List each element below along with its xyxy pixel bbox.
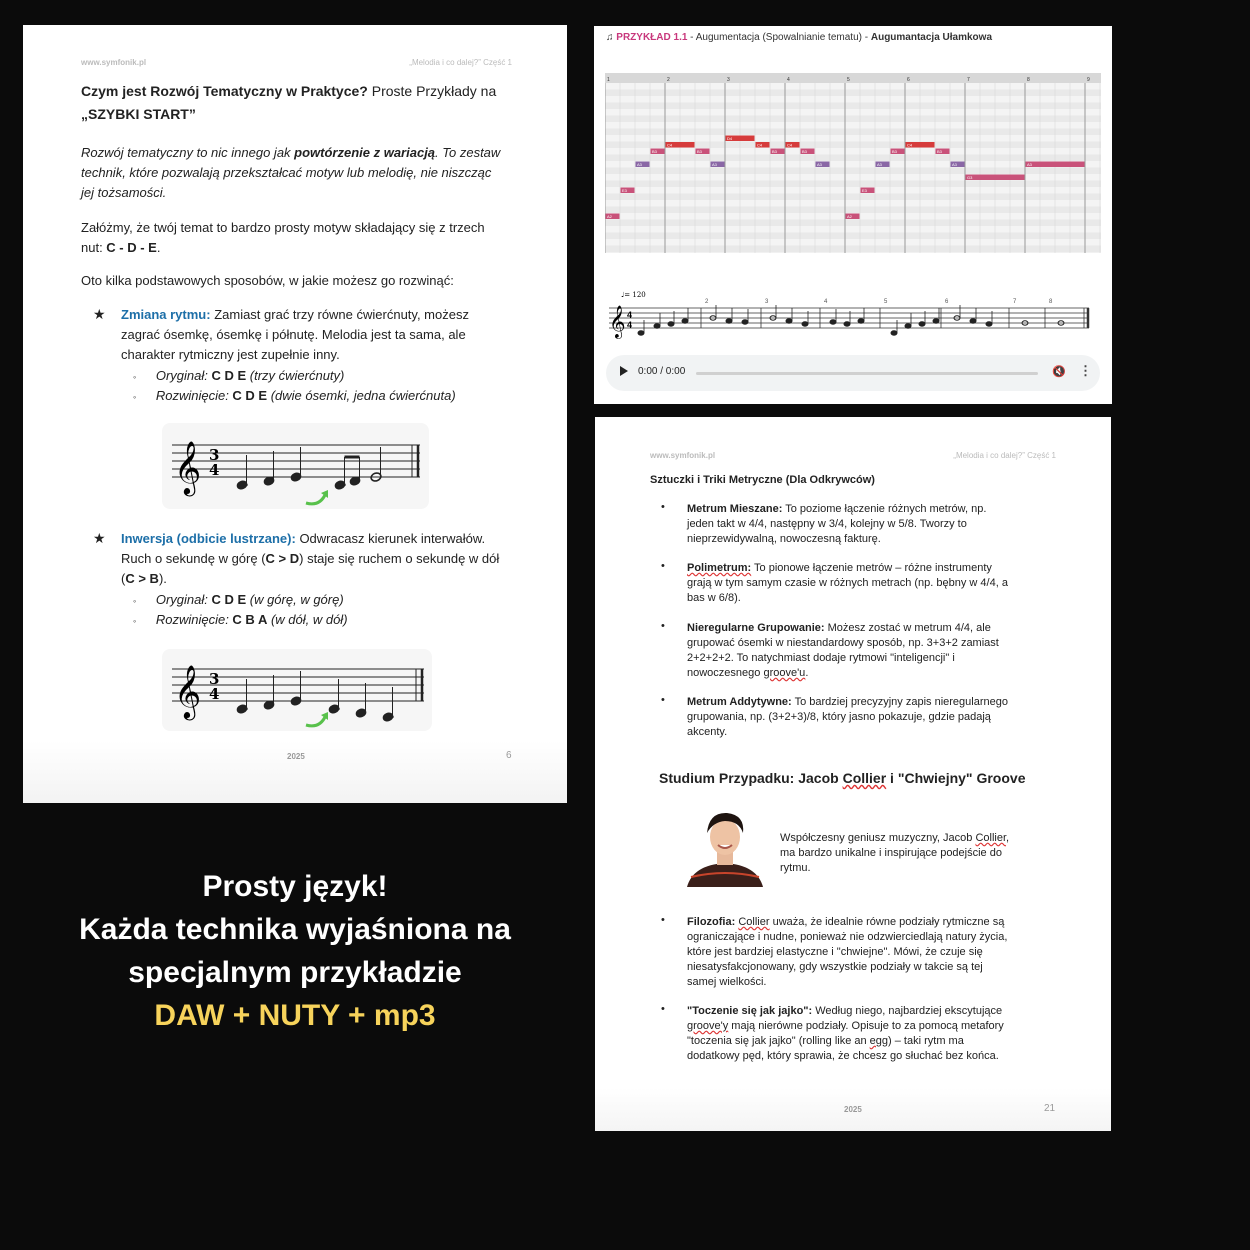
- page-number: 21: [1044, 1103, 1056, 1114]
- collier-bio: Współczesny geniusz muzyczny, Jacob Collier, ma bardzo unikalne i inspirujące podejście do rytmu.: [780, 832, 1010, 874]
- score-note: [726, 319, 732, 323]
- measure-number: 8: [1049, 299, 1053, 305]
- philosophy-item: Filozofia: Collier uważa, że idealnie równe podziały rytmiczne są ograniczające i nudne, ponieważ nie odzwierciedlają natury życia, które jest bardziej elastyczne i "chwiejne". Mówi, że czuje się niesatysfakcjonowany, gdy wszystkie podziały w takcie są tej samej wielkości.: [687, 916, 1008, 988]
- roll-row: [605, 220, 1101, 227]
- roll-row: [605, 181, 1101, 188]
- polymeter-item: Polimetrum: To pionowe łączenie metrów – różne instrumenty grają w tym samym czasie w różnych metrach (np. bębny w 4/4, a bas w 6/8).: [687, 562, 1008, 604]
- roll-row: [605, 116, 1101, 123]
- midi-note-label: D4: [727, 136, 733, 141]
- score-note: [891, 331, 897, 335]
- site-url: www.symfonik.pl: [81, 58, 147, 67]
- svg-text:♩= 120: ♩= 120: [621, 291, 646, 299]
- bar-number: 9: [1087, 77, 1090, 83]
- score-note: [742, 320, 748, 324]
- roll-row: [605, 103, 1101, 110]
- site-url: www.symfonik.pl: [650, 451, 716, 460]
- roll-row: [605, 246, 1101, 253]
- measure-number: 3: [765, 299, 769, 305]
- roll-row: [605, 239, 1101, 246]
- svg-text:3: 3: [209, 670, 220, 688]
- roll-row: [605, 122, 1101, 129]
- midi-note-label: B3: [937, 149, 942, 154]
- inversion-item: Inwersja (odbicie lustrzane): Odwracasz kierunek interwałów. Ruch o sekundę w górę (C > D) staje się ruchem o sekundę w dół (C > B).: [121, 531, 500, 586]
- ways-paragraph: Oto kilka podstawowych sposobów, w jakie możesz go rozwinąć:: [81, 273, 454, 288]
- promo-text: [0, 865, 590, 1037]
- score-note: [919, 322, 925, 326]
- assume-paragraph: Załóżmy, że twój temat to bardzo prosty motyw składający się z trzech nut: C - D - E.: [81, 220, 485, 255]
- left-document-page: [23, 25, 567, 803]
- score-note: [933, 319, 939, 323]
- right-document-page: [595, 417, 1111, 1131]
- rhythm-sub-development: ◦ Rozwinięcie: C D E (dwie ósemki, jedna ćwierćnuta): [133, 388, 456, 403]
- bar-number: 4: [787, 77, 790, 83]
- rolling-egg-item: "Toczenie się jak jajko": Według niego, najbardziej ekscytujące groove'y mają nierówne podziały. Opisuje to za pomocą metafory "toczenia się jak jajko" (rolling like an egg) – taki rytm ma dodatkowy pęd, który sprawia, że chcesz go słuchać bez końca.: [687, 1005, 1004, 1062]
- page-number: 6: [506, 750, 512, 761]
- treble-clef-icon: 𝄞: [174, 440, 202, 494]
- irregular-grouping-item: Nieregularne Grupowanie: Możesz zostać w metrum 4/4, ale grupować ósemki w niestandardowy sposób, np. 3+3+2 zamiast 2+2+2+2. To natychmiast dodaje rytmowi "inteligencji" i nowoczesnego groove'u.: [687, 622, 999, 679]
- treble-clef-icon: 𝄞: [609, 305, 626, 338]
- bar-number: 5: [847, 77, 850, 83]
- play-button[interactable]: [620, 366, 628, 376]
- additive-meter-item: Metrum Addytywne: To bardziej precyzyjny zapis nieregularnego grupowania, np. (3+2+3)/8, który jasno pokazuje, gdzie padają akcenty.: [687, 696, 1008, 738]
- arrow-icon: [306, 715, 326, 726]
- midi-note-label: B3: [892, 149, 897, 154]
- time-signature: 4: [627, 320, 633, 330]
- rhythm-sub-original: ◦ Oryginał: C D E (trzy ćwierćnuty): [133, 368, 345, 383]
- midi-note-label: A3: [1027, 162, 1032, 167]
- footer-year: 2025: [844, 1105, 862, 1114]
- roll-row: [605, 135, 1101, 142]
- staff-inversion-svg: [162, 649, 432, 731]
- music-note-icon: ♫: [606, 32, 614, 43]
- midi-note-label: A3: [637, 162, 642, 167]
- roll-row: [605, 168, 1101, 175]
- daw-example-card: [594, 26, 1112, 404]
- footer-year: 2025: [287, 752, 305, 761]
- score-note: [802, 322, 808, 326]
- midi-note-label: B3: [652, 149, 657, 154]
- midi-note-label: E3: [622, 188, 627, 193]
- header-title: „Melodia i co dalej?” Część 1: [953, 451, 1056, 460]
- audio-player: [606, 355, 1100, 391]
- midi-note-label: B3: [802, 149, 807, 154]
- midi-note-label: C4: [667, 142, 673, 148]
- star-bullet: ★: [93, 530, 106, 546]
- mixed-meter-item: Metrum Mieszane: To poziome łączenie różnych metrów, np. jeden takt w 4/4, następny w 3/4, kolejny w 5/8. Tworzy to nieprzewidywalną, nowoczesną fakturę.: [687, 503, 987, 545]
- roll-row: [605, 174, 1101, 181]
- notation-example-inversion: [162, 649, 432, 731]
- bullet: •: [661, 560, 665, 572]
- audio-time: 0:00 / 0:00: [638, 366, 686, 377]
- midi-note-label: A3: [952, 162, 957, 167]
- bar-number: 1: [607, 77, 610, 83]
- score-note: [970, 319, 976, 323]
- section-title: Czym jest Rozwój Tematyczny w Praktyce? Proste Przykłady na „SZYBKI START”: [81, 83, 497, 122]
- daw-title: ♫ PRZYKŁAD 1.1 - Augumentacja (Spowalnianie tematu) - Augumantacja Ułamkowa: [606, 32, 993, 43]
- inversion-sub-development: ◦ Rozwinięcie: C B A (w dół, w dół): [133, 612, 348, 627]
- roll-row: [605, 233, 1101, 240]
- roll-row: [605, 207, 1101, 214]
- measure-number: 7: [1013, 299, 1017, 305]
- promo-line-1: Prosty język!: [202, 870, 388, 903]
- score-note: [830, 320, 836, 324]
- midi-note-label: A2: [607, 214, 612, 219]
- bullet: •: [661, 501, 665, 513]
- midi-note-label: C4: [757, 142, 763, 148]
- volume-icon[interactable]: 🔇: [1052, 366, 1066, 378]
- measure-number: 2: [705, 299, 709, 305]
- midi-note-label: A2: [847, 214, 852, 219]
- case-study-title: Studium Przypadku: Jacob Collier i "Chwiejny" Groove: [659, 770, 1026, 786]
- roll-row: [605, 83, 1101, 90]
- bar-number: 7: [967, 77, 970, 83]
- midi-note-label: B3: [697, 149, 702, 154]
- notation-example-rhythm: [162, 423, 429, 509]
- midi-note-label: A3: [712, 162, 717, 167]
- promo-line-4: DAW + NUTY + mp3: [154, 999, 436, 1032]
- midi-note-label: E3: [862, 188, 867, 193]
- score-note: [858, 319, 864, 323]
- roll-row: [605, 90, 1101, 97]
- score-note: [668, 322, 674, 326]
- roll-row: [605, 200, 1101, 207]
- midi-note-label: B3: [772, 149, 777, 154]
- star-bullet: ★: [93, 306, 106, 322]
- midi-note-label: A3: [817, 162, 822, 167]
- score-note: [844, 322, 850, 326]
- bar-number: 2: [667, 77, 670, 83]
- rhythm-change-item: Zmiana rytmu: Zamiast grać trzy równe ćwierćnuty, możesz zagrać ósemkę, ósemkę i półnutę. Melodia jest ta sama, ale charakter rytmiczny jest zupełnie inny.: [121, 307, 469, 362]
- svg-text:3: 3: [209, 446, 220, 464]
- measure-number: 6: [945, 299, 949, 305]
- midi-note-label: C4: [787, 142, 793, 148]
- staff-rhythm-svg: [162, 423, 429, 509]
- promo-line-2: Każda technika wyjaśniona na: [79, 913, 511, 946]
- score-strip: [605, 288, 1095, 348]
- inversion-sub-original: ◦ Oryginał: C D E (w górę, w górę): [133, 592, 344, 607]
- measure-number: 5: [884, 299, 888, 305]
- midi-note: [1026, 162, 1085, 168]
- roll-row: [605, 96, 1101, 103]
- bullet: •: [661, 914, 665, 926]
- roll-row: [605, 187, 1101, 194]
- measure-number: 4: [824, 299, 828, 305]
- score-note: [786, 319, 792, 323]
- score-note: [654, 324, 660, 328]
- score-note: [682, 319, 688, 323]
- roll-row: [605, 129, 1101, 136]
- midi-note-label: A3: [877, 162, 882, 167]
- score-note: [638, 331, 644, 335]
- bullet: •: [661, 1003, 665, 1015]
- bar-number: 3: [727, 77, 730, 83]
- score-note: [986, 322, 992, 326]
- piano-roll[interactable]: [605, 73, 1101, 253]
- jacob-collier-photo: [685, 807, 765, 887]
- section-title: Sztuczki i Triki Metryczne (Dla Odkrywców): [650, 474, 875, 486]
- roll-row: [605, 109, 1101, 116]
- roll-row: [605, 155, 1101, 162]
- svg-text:4: 4: [209, 461, 220, 479]
- header-title: „Melodia i co dalej?” Część 1: [409, 58, 512, 67]
- intro-paragraph: Rozwój tematyczny to nic innego jak powtórzenie z wariacją. To zestaw technik, które pozwalają przekształcać motyw lub melodię, nie niszcząc jej tożsamości.: [81, 145, 501, 200]
- midi-note-label: G3: [967, 175, 973, 180]
- midi-note: [966, 175, 1025, 181]
- promo-line-3: specjalnym przykładzie: [128, 956, 462, 989]
- score-note: [905, 324, 911, 328]
- bar-number: 8: [1027, 77, 1030, 83]
- bullet: •: [661, 694, 665, 706]
- treble-clef-icon: 𝄞: [174, 664, 202, 718]
- more-options-icon[interactable]: ⋮: [1079, 363, 1092, 378]
- roll-row: [605, 194, 1101, 201]
- audio-progress-slider[interactable]: [696, 372, 1038, 375]
- bullet: •: [661, 620, 665, 632]
- time-signature: 4: [627, 310, 633, 320]
- roll-row: [605, 148, 1101, 155]
- svg-text:4: 4: [209, 685, 220, 703]
- roll-row: [605, 226, 1101, 233]
- bar-number: 6: [907, 77, 910, 83]
- midi-note-label: C4: [907, 142, 913, 148]
- arrow-icon: [306, 493, 326, 504]
